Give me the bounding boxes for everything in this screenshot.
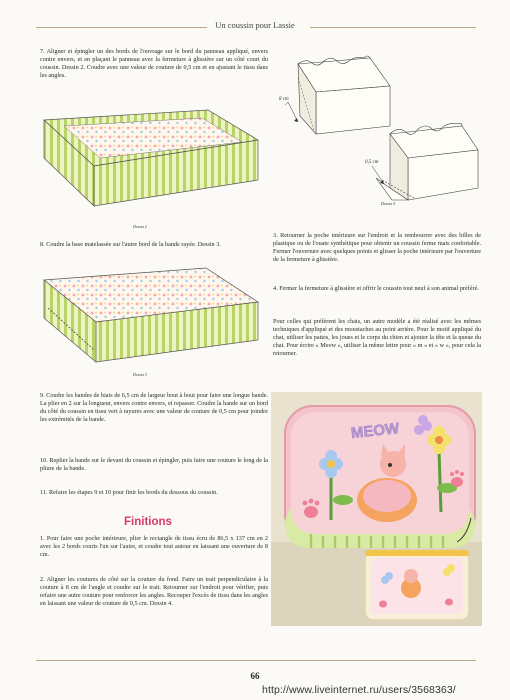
step-8-text: 8. Coudre la base matelassée sur l'autre bord de la bande rayée. Dessin 3.: [40, 241, 221, 248]
step-10: [40, 457, 268, 473]
step-11: [40, 489, 268, 497]
finitions-step-4: [273, 285, 481, 293]
cat-variant-text: Pour celles qui préfèrent les chats, un autre modèle a été réalisé avec les mêmes techniques d'appliqué et des moustaches au point arrière. Pour le motif appliqué du chat, utiliser les pattes, les joues et le corps du chien et ajouter la tête et la queue du chat. Pour écrire « Meow », utiliser la même lettre pour « m » et « w », pour cela la retourner.: [273, 318, 481, 358]
dessin-4-illustration: [272, 38, 482, 210]
step-11-text: 11. Refaire les étapes 9 et 10 pour finir les bords du dessous du coussin.: [40, 489, 218, 496]
page-header-title: Un coussin pour Lassie: [207, 20, 303, 30]
dessin-3-caption: Dessin 3: [133, 372, 147, 377]
finitions-step-3: [273, 232, 481, 264]
dessin-4-caption: Dessin 4: [381, 201, 395, 206]
cat-variant-paragraph: [273, 318, 481, 358]
watermark-url[interactable]: http://www.liveinternet.ru/users/3568363/: [262, 684, 456, 696]
step-10-text: 10. Replier la bande sur le devant du coussin et épingler, puis faire une couture le long de la pliure de la bande.: [40, 457, 268, 473]
meow-cushion-photo: [271, 392, 482, 626]
finitions-step-4-text: 4. Fermer la fermeture à glissière et offrir le coussin tout neuf à son animal préféré.: [273, 285, 479, 292]
page-header: [0, 20, 510, 30]
dessin-2-illustration: [36, 108, 264, 226]
finitions-step-2-text: 2. Aligner les coutures de côté sur la couture du fond. Faire un trait perpendiculaire à la couture à 8 cm de l'angle et coudre sur le trait. Retourner sur l'endroit pour vérifier, puis refaire une autre couture pour renforcer les angles. Recouper l'excès de tissu dans les angles en laissant une valeur de couture de 0,5 cm. Dessin 4.: [40, 576, 268, 608]
measure-8cm-label: 8 cm: [279, 97, 289, 102]
finitions-heading: Finitions: [124, 516, 172, 528]
finitions-step-1-text: 1. Pour faire une poche intérieure, plier le rectangle de tissu écru de 86,5 x 137 cm en 2 avec les 2 bords courts l'un sur l'autre, et coudre tout autour en laissant une ouverture de 8 cm.: [40, 535, 268, 559]
dessin-2-caption: Dessin 2: [133, 224, 147, 229]
dessin-3-illustration: [36, 266, 264, 374]
finitions-step-2: [40, 576, 268, 608]
step-7-text: 7. Aligner et épingler un des bords de l'ouvrage sur le bord du panneau appliqué, envers contre envers, et en plaçant le panneau avec la fermeture à glissière sur un côté court du coussin. Dessin 2. Coudre avec une valeur de couture de 0,5 cm et en ajustant le tissu dans les angles.: [40, 48, 268, 80]
step-7: [40, 48, 268, 80]
step-8: [40, 241, 268, 249]
step-9-text: 9. Coudre les bandes de biais de 6,5 cm de largeur bout à bout pour faire une longue bande. La plier en 2 sur la longueur, envers contre envers, et repasser. Coudre la bande sur un bord du côté du coussin en tissu vert à rayures avec une valeur de couture de 0,5 cm pour joindre les extrémités de la bande.: [40, 392, 268, 424]
finitions-step-1: [40, 535, 268, 559]
page-number: 66: [250, 671, 260, 681]
measure-05cm-label: 0,5 cm: [365, 160, 379, 165]
step-9: [40, 392, 268, 424]
meow-appliqué-word: MEOW: [350, 420, 401, 443]
finitions-step-3-text: 3. Retourner la poche intérieure sur l'endroit et la rembourrer avec des billes de plastique ou de l'ouate synthétique pour obtenir un coussin ferme mais confortable. Fermer l'ouverture avec quelques points et glisser la poche intérieure par l'ouverture de la fermeture à glissière.: [273, 232, 481, 264]
footer-rule: [36, 660, 476, 661]
